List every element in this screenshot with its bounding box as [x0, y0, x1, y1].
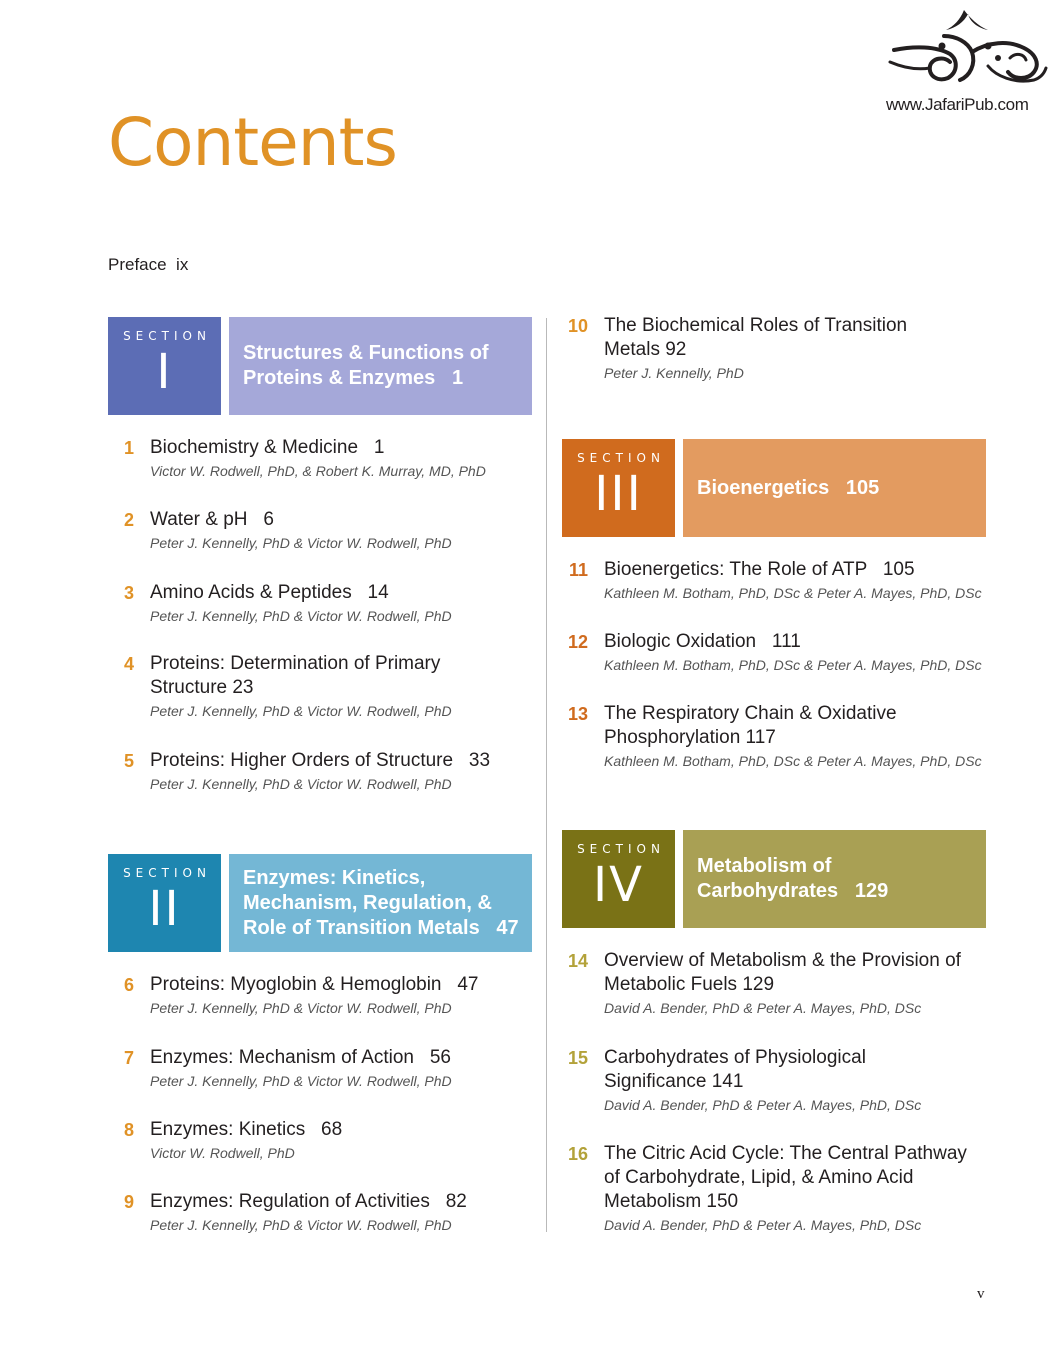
chapter-authors: Peter J. Kennelly, PhD — [604, 365, 744, 381]
chapter-authors: David A. Bender, PhD & Peter A. Mayes, PhD, DSc — [604, 1097, 922, 1113]
section-title-line: Role of Transition Metals 47 — [243, 916, 519, 939]
chapter-number: 3 — [123, 583, 134, 603]
chapter-title: Proteins: Higher Orders of Structure 33 — [150, 750, 491, 771]
column-divider — [546, 318, 547, 1232]
section-title — [229, 854, 532, 952]
preface-entry[interactable] — [108, 255, 188, 275]
chapter-number: 15 — [567, 1048, 588, 1068]
section-numeral: I — [156, 344, 173, 400]
chapter-authors: Peter J. Kennelly, PhD & Victor W. Rodwell, PhD — [150, 535, 452, 551]
chapter-number: 6 — [123, 975, 134, 995]
chapter-title: Water & pH 6 — [150, 509, 274, 530]
chapter-authors: Kathleen M. Botham, PhD, DSc & Peter A. Mayes, PhD, DSc — [604, 657, 982, 673]
section-numeral: II — [148, 881, 181, 937]
section-badge — [562, 830, 675, 928]
chapter-title: The Citric Acid Cycle: The Central Pathway of Carbohydrate, Lipid, & Amino Acid Metabolism 150 — [604, 1143, 967, 1212]
chapter-title: Carbohydrates of Physiological Significance 141 — [604, 1047, 866, 1092]
section-title-line: Enzymes: Kinetics, — [243, 866, 426, 889]
chapter-authors: Victor W. Rodwell, PhD — [150, 1145, 295, 1161]
calligraphy-logo-icon — [884, 6, 1049, 92]
chapter-authors: Peter J. Kennelly, PhD & Victor W. Rodwell, PhD — [150, 1217, 452, 1233]
chapter-number: 10 — [567, 316, 588, 336]
section-badge — [108, 854, 221, 952]
chapter-authors: Peter J. Kennelly, PhD & Victor W. Rodwell, PhD — [150, 703, 452, 719]
chapter-authors: David A. Bender, PhD & Peter A. Mayes, PhD, DSc — [604, 1217, 922, 1233]
chapter-number: 14 — [567, 951, 588, 971]
section-numeral: III — [594, 466, 643, 522]
section-title — [683, 439, 986, 537]
chapter-title: Enzymes: Regulation of Activities 82 — [150, 1191, 467, 1212]
section-title-line: Structures & Functions of — [243, 342, 489, 364]
chapter-title: The Respiratory Chain & Oxidative Phosphorylation 117 — [604, 703, 897, 748]
chapter-title: The Biochemical Roles of Transition Metals 92 — [604, 315, 908, 360]
chapter-title: Biochemistry & Medicine 1 — [150, 437, 385, 458]
section-title — [229, 317, 532, 415]
chapter-number: 13 — [567, 704, 588, 724]
chapter-authors: Peter J. Kennelly, PhD & Victor W. Rodwell, PhD — [150, 1073, 452, 1089]
section-word: SECTION — [123, 866, 211, 880]
chapter-authors: Kathleen M. Botham, PhD, DSc & Peter A. Mayes, PhD, DSc — [604, 753, 982, 769]
section-word: SECTION — [577, 842, 665, 856]
page-number: v — [977, 1286, 985, 1302]
publisher-url: www.JafariPub.com — [886, 95, 1029, 114]
chapter-title: Proteins: Determination of Primary Structure 23 — [150, 653, 441, 698]
section-title-line: Proteins & Enzymes 1 — [243, 367, 464, 389]
chapter-number: 9 — [123, 1192, 134, 1212]
chapter-number: 4 — [123, 654, 134, 674]
section-numeral: IV — [593, 857, 644, 913]
chapter-number: 12 — [567, 632, 588, 652]
chapter-authors: Peter J. Kennelly, PhD & Victor W. Rodwell, PhD — [150, 608, 452, 624]
section-title-line: Carbohydrates 129 — [697, 880, 889, 902]
chapter-number: 16 — [567, 1144, 588, 1164]
chapter-title: Biologic Oxidation 111 — [604, 631, 801, 652]
publisher-logo — [880, 6, 1050, 114]
section-word: SECTION — [577, 451, 665, 465]
section-badge — [108, 317, 221, 415]
preface-label: Preface — [108, 255, 167, 274]
chapter-authors: Victor W. Rodwell, PhD, & Robert K. Murray, MD, PhD — [150, 463, 486, 479]
section-title-line: Metabolism of — [697, 855, 832, 877]
page-title: Contents — [108, 104, 397, 181]
preface-page: ix — [176, 255, 189, 274]
chapter-number: 8 — [123, 1120, 134, 1140]
chapter-number: 7 — [123, 1048, 134, 1068]
chapter-authors: David A. Bender, PhD & Peter A. Mayes, PhD, DSc — [604, 1000, 922, 1016]
section-badge — [562, 439, 675, 537]
chapter-number: 5 — [123, 751, 134, 771]
chapter-title: Enzymes: Mechanism of Action 56 — [150, 1047, 451, 1068]
chapter-title: Amino Acids & Peptides 14 — [150, 582, 389, 603]
section-word: SECTION — [123, 329, 211, 343]
chapter-title: Bioenergetics: The Role of ATP 105 — [604, 559, 915, 580]
chapter-authors: Kathleen M. Botham, PhD, DSc & Peter A. Mayes, PhD, DSc — [604, 585, 982, 601]
chapter-number: 2 — [123, 510, 134, 530]
section-title-line: Bioenergetics 105 — [697, 476, 880, 499]
section-title-line: Mechanism, Regulation, & — [243, 891, 492, 914]
chapter-authors: Peter J. Kennelly, PhD & Victor W. Rodwell, PhD — [150, 776, 452, 792]
chapter-title: Enzymes: Kinetics 68 — [150, 1119, 343, 1140]
chapter-title: Proteins: Myoglobin & Hemoglobin 47 — [150, 974, 479, 995]
chapter-title: Overview of Metabolism & the Provision of Metabolic Fuels 129 — [604, 950, 961, 995]
chapter-number: 11 — [568, 560, 588, 580]
chapter-authors: Peter J. Kennelly, PhD & Victor W. Rodwell, PhD — [150, 1000, 452, 1016]
chapter-number: 1 — [123, 438, 134, 458]
section-title — [683, 830, 986, 928]
